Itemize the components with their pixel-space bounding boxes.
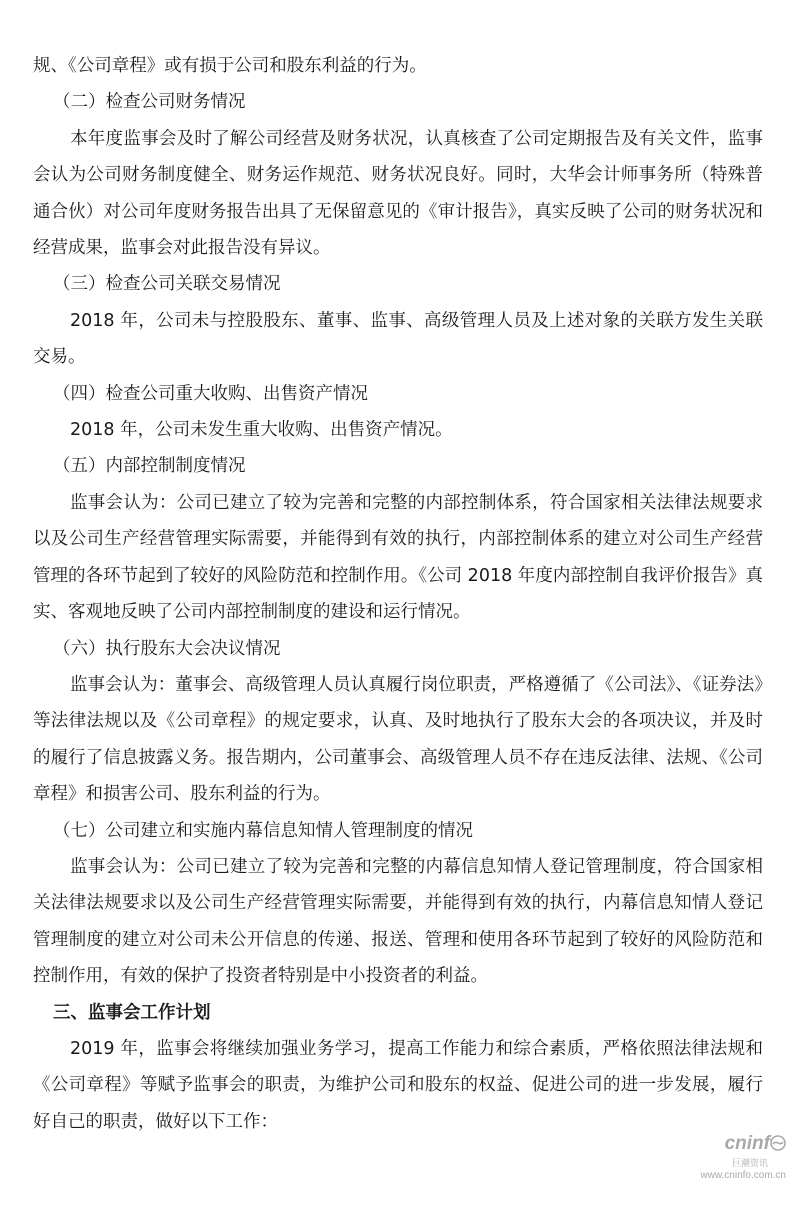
paragraph-shareholder-resolutions: 监事会认为：董事会、高级管理人员认真履行岗位职责，严格遵循了《公司法》、《证券法》等法律法规以及《公司章程》的规定要求，认真、及时地执行了股东大会的各项决议，并及时的履行了信息披露义务。报告期内，公司董事会、高级管理人员不存在违反法律、法规、《公司章程》和损害公司、股东利益的行为。 <box>33 674 763 805</box>
document-body <box>33 48 763 1140</box>
watermark-url: www.cninfo.com.cn <box>700 1170 786 1181</box>
watermark-logo-text: cninf <box>724 1133 770 1154</box>
section-heading-3: （三）检查公司关联交易情况 <box>53 274 281 295</box>
section-heading-work-plan: 三、监事会工作计划 <box>53 1002 211 1023</box>
paragraph-2019-plan: 2019 年，监事会将继续加强业务学习，提高工作能力和综合素质，严格依照法律法规和《公司章程》等赋予监事会的职责，为维护公司和股东的权益、促进公司的进一步发展，履行好自己的职责，做好以下工作： <box>33 1038 763 1132</box>
paragraph-related-transactions: 2018 年，公司未与控股股东、董事、监事、高级管理人员及上述对象的关联方发生关联交易。 <box>33 310 763 368</box>
paragraph-finance: 本年度监事会及时了解公司经营及财务状况，认真核查了公司定期报告及有关文件，监事会认为公司财务制度健全、财务运作规范、财务状况良好。同时，大华会计师事务所（特殊普通合伙）对公司年度财务报告出具了无保留意见的《审计报告》，真实反映了公司的财务状况和经营成果，监事会对此报告没有异议。 <box>33 128 763 259</box>
section-heading-4: （四）检查公司重大收购、出售资产情况 <box>53 383 368 404</box>
watermark-cn-text: 巨潮资讯 <box>731 1159 768 1169</box>
section-heading-2: （二）检查公司财务情况 <box>53 92 246 113</box>
paragraph-insider-information: 监事会认为：公司已建立了较为完善和完整的内幕信息知情人登记管理制度，符合国家相关法律法规要求以及公司生产经营管理实际需要，并能得到有效的执行，内幕信息知情人登记管理制度的建立对公司未公开信息的传递、报送、管理和使用各环节起到了较好的风险防范和控制作用，有效的保护了投资者特别是中小投资者的利益。 <box>33 856 763 987</box>
paragraph-internal-control: 监事会认为：公司已建立了较为完善和完整的内部控制体系，符合国家相关法律法规要求以及公司生产经营管理实际需要，并能得到有效的执行，内部控制体系的建立对公司生产经营管理的各环节起到了较好的风险防范和控制作用。《公司 2018 年度内部控制自我评价报告》真实、客观地反映了公司内部控制制度的建设和运行情况。 <box>33 492 763 623</box>
paragraph-acquisitions: 2018 年，公司未发生重大收购、出售资产情况。 <box>70 420 453 441</box>
paragraph-continuation: 规、《公司章程》或有损于公司和股东利益的行为。 <box>33 56 427 76</box>
cninfo-swirl-icon <box>770 1135 786 1151</box>
section-heading-5: （五）内部控制制度情况 <box>53 456 246 477</box>
section-heading-6: （六）执行股东大会决议情况 <box>53 638 281 659</box>
cninfo-watermark <box>686 1133 786 1189</box>
section-heading-7: （七）公司建立和实施内幕信息知情人管理制度的情况 <box>53 820 473 841</box>
